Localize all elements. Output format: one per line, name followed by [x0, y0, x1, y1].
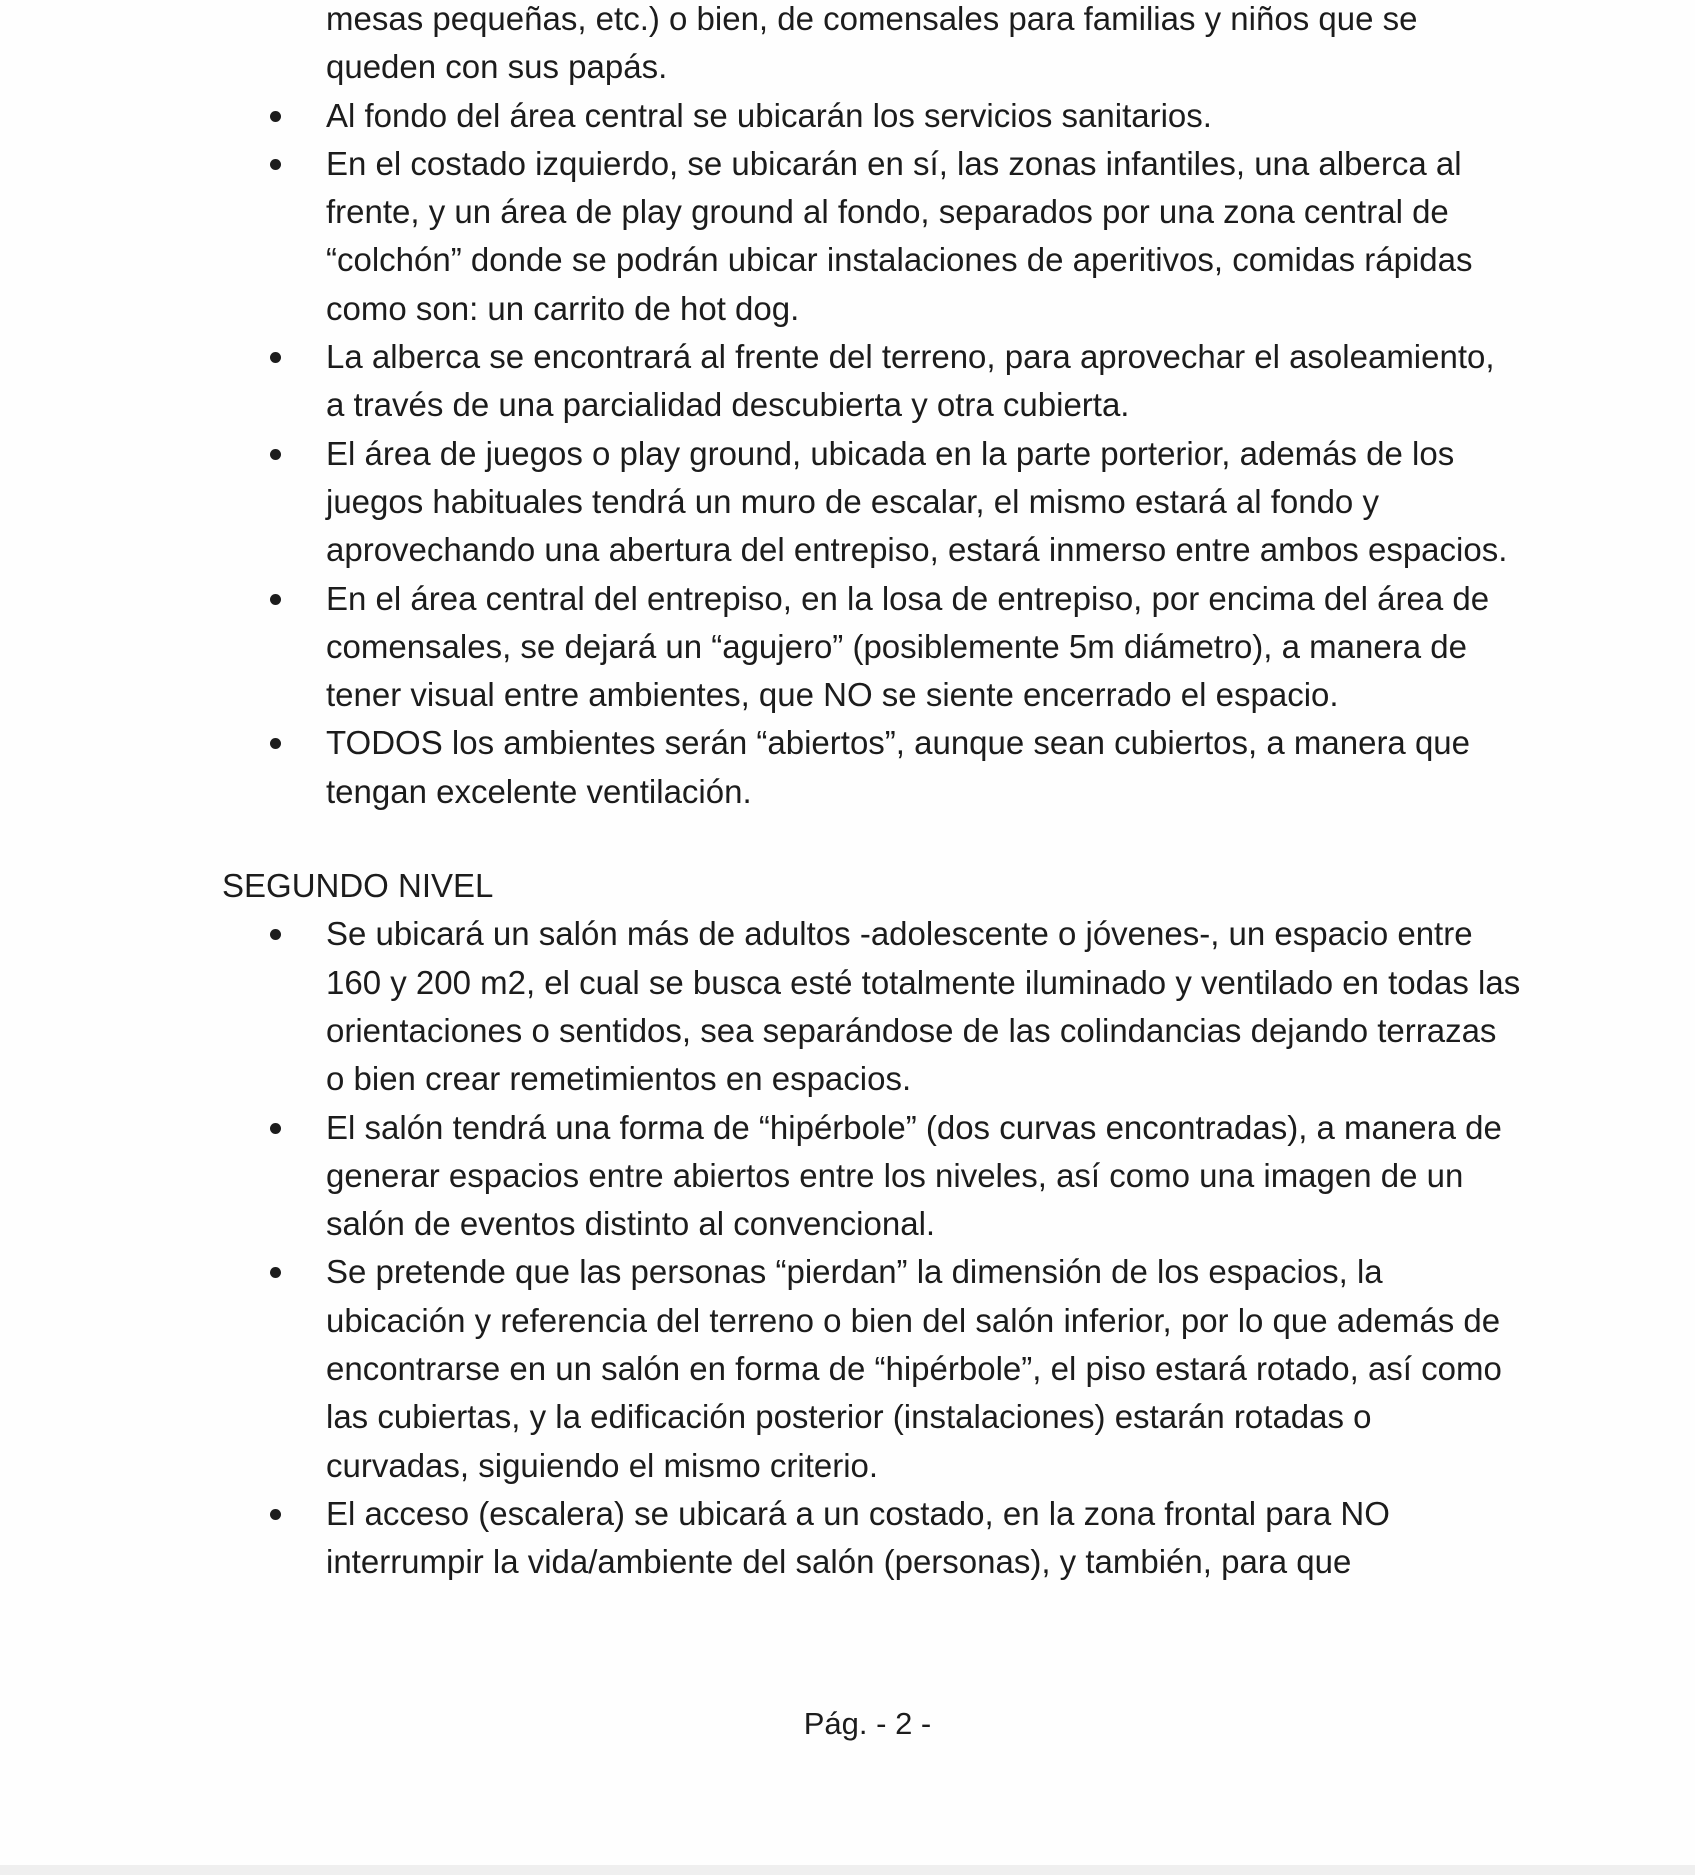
list-item [326, 430, 1522, 575]
list-item [326, 575, 1522, 720]
bullet-icon [270, 352, 281, 363]
document-body [222, 0, 1522, 1587]
list-item-text: Al fondo del área central se ubicarán los servicios sanitarios. [326, 96, 1212, 134]
list-item-text: En el área central del entrepiso, en la losa de entrepiso, por encima del área de comensales, se dejará un “agujero” (posiblemente 5m diámetro), a manera de tener visual entre ambientes, que NO se siente encerrado el espacio. [326, 579, 1490, 714]
list-item-text: TODOS los ambientes serán “abiertos”, aunque sean cubiertos, a manera que tengan excelente ventilación. [326, 724, 1471, 810]
list-item [326, 910, 1522, 1103]
list-item [326, 719, 1522, 816]
list-item-text: mesas pequeñas, etc.) o bien, de comensales para familias y niños que se queden con sus papás. [326, 0, 1418, 86]
bullet-icon [270, 1267, 281, 1278]
list-item-text: Se pretende que las personas “pierdan” la dimensión de los espacios, la ubicación y referencia del terreno o bien del salón inferior, por lo que además de encontrarse en un salón en forma de “hipérbole”, el piso estará rotado, así como las cubiertas, y la edificación posterior (instalaciones) estarán rotadas o curvadas, siguiendo el mismo criterio. [326, 1253, 1502, 1484]
bullet-icon [270, 929, 281, 940]
section-heading: SEGUNDO NIVEL [222, 867, 494, 905]
list-item-text: El acceso (escalera) se ubicará a un costado, en la zona frontal para NO interrumpir la vida/ambiente del salón (personas), y también, para que [326, 1494, 1390, 1581]
list-item [326, 1490, 1522, 1587]
bullet-icon [270, 111, 281, 122]
bullet-icon [270, 449, 281, 460]
second-level-list [222, 910, 1522, 1586]
bullet-icon [270, 1509, 281, 1520]
bullet-icon [270, 738, 281, 749]
list-item-text: El área de juegos o play ground, ubicada en la parte porterior, además de los juegos habituales tendrá un muro de escalar, el mismo estará al fondo y aprovechando una abertura del entrepiso, estará inmerso entre ambos espacios. [326, 434, 1508, 569]
page-bottom-edge [0, 1865, 1695, 1875]
list-item-text: La alberca se encontrará al frente del terreno, para aprovechar el asoleamiento, a través de una parcialidad descubierta y otra cubierta. [326, 338, 1495, 424]
bullet-icon [270, 159, 281, 170]
list-item-text: El salón tendrá una forma de “hipérbole” (dos curvas encontradas), a manera de generar espacios entre abiertos entre los niveles, así como una imagen de un salón de eventos distinto al convencional. [326, 1108, 1502, 1243]
bullet-icon [270, 594, 281, 605]
list-item [326, 1104, 1522, 1249]
list-item [326, 92, 1522, 140]
list-item [326, 140, 1522, 333]
list-item [326, 333, 1522, 430]
first-level-list [222, 0, 1522, 816]
list-item-text: Se ubicará un salón más de adultos -adolescente o jóvenes-, un espacio entre 160 y 200 m2, el cual se busca esté totalmente iluminado y ventilado en todas las orientaciones o sentidos, sea separándose de las colindancias dejando terrazas o bien crear remetimientos en espacios. [326, 915, 1521, 1098]
list-item [326, 1248, 1522, 1489]
page-number: Pág. - 2 - [803, 1706, 932, 1741]
bullet-icon [270, 1123, 281, 1134]
list-item [326, 0, 1522, 92]
list-item-text: En el costado izquierdo, se ubicarán en sí, las zonas infantiles, una alberca al frente, y un área de play ground al fondo, separados por una zona central de “colchón” donde se podrán ubicar instalaciones de aperitivos, comidas rápidas como son: un carrito de hot dog. [326, 144, 1473, 327]
